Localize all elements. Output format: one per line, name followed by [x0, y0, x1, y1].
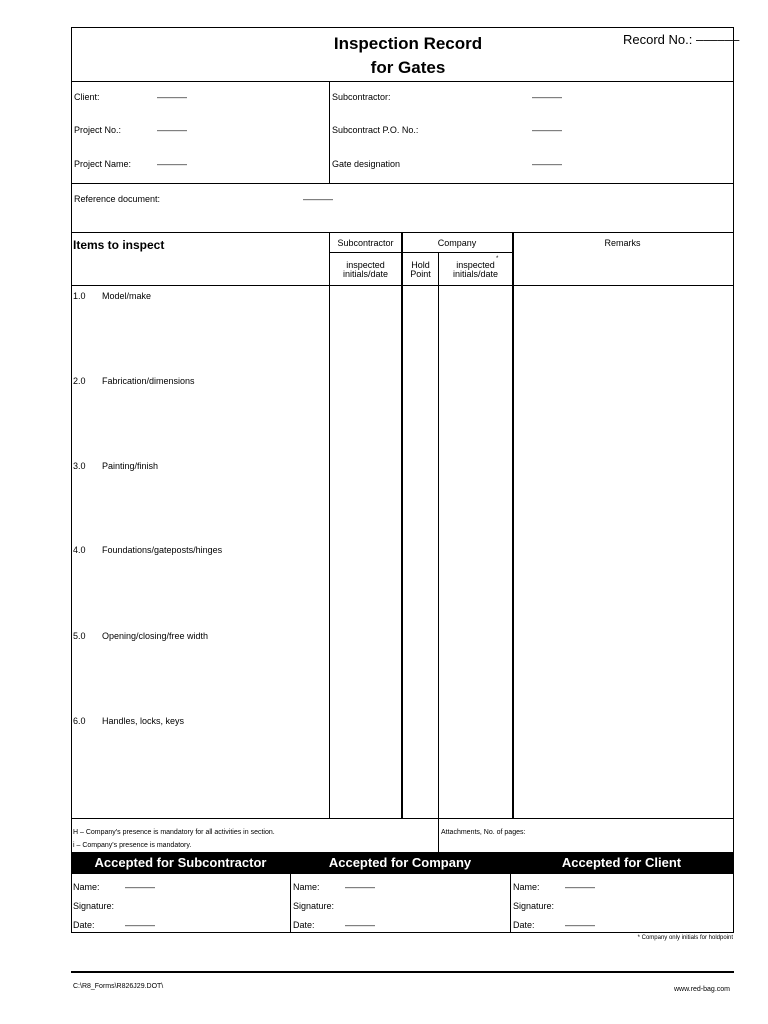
- items-to-inspect-heading: Items to inspect: [73, 238, 165, 252]
- company-name-value[interactable]: ––––––: [345, 882, 376, 892]
- subcontract-po-label: Subcontract P.O. No.:: [332, 125, 419, 135]
- item-label: Foundations/gateposts/hinges: [102, 545, 223, 555]
- item-label: Painting/finish: [102, 461, 159, 471]
- sub-signature-label: Signature:: [73, 901, 115, 911]
- hold-point-line2: Point: [410, 269, 431, 279]
- holdpoint-footnote: * Company only initials for holdpoint: [637, 935, 733, 941]
- item-number: 1.0: [73, 291, 86, 301]
- item-number: 5.0: [73, 631, 86, 641]
- client-label: Client:: [74, 92, 100, 102]
- project-no-value[interactable]: ––––––: [157, 125, 188, 135]
- table-subheader-line: [329, 252, 512, 253]
- gate-designation-value[interactable]: ––––––: [532, 159, 563, 169]
- subcontractor-value[interactable]: ––––––: [532, 92, 563, 102]
- record-number: Record No.: ––––––: [623, 32, 740, 47]
- footer-rule: [71, 971, 734, 973]
- comp-inspected-asterisk: *: [496, 256, 499, 262]
- reference-document-label: Reference document:: [74, 194, 161, 204]
- project-no-label: Project No.:: [74, 125, 122, 135]
- client-value[interactable]: ––––––: [157, 92, 188, 102]
- info-bottom: [71, 183, 734, 184]
- project-name-label: Project Name:: [74, 159, 132, 169]
- item-label: Model/make: [102, 291, 152, 301]
- company-name-label: Name:: [293, 882, 320, 892]
- client-signature-label: Signature:: [513, 901, 555, 911]
- accepted-for-subcontractor-heading: Accepted for Subcontractor: [94, 855, 267, 870]
- item-number: 3.0: [73, 461, 86, 471]
- attachments-label: Attachments, No. of pages:: [441, 829, 526, 836]
- client-name-label: Name:: [513, 882, 540, 892]
- file-path: C:\R8_Forms\R826J29.DOT\: [73, 983, 164, 990]
- item-number: 2.0: [73, 376, 86, 386]
- subcontract-po-value[interactable]: ––––––: [532, 125, 563, 135]
- website: www.red-bag.com: [673, 986, 730, 993]
- sub-date-label: Date:: [73, 920, 95, 930]
- sub-inspected-line2: initials/date: [342, 269, 389, 279]
- note-i-company-presence: i – Company's presence is mandatory.: [73, 842, 192, 849]
- sub-date-value[interactable]: ––––––: [125, 920, 156, 930]
- client-name-value[interactable]: ––––––: [565, 882, 596, 892]
- company-signature-label: Signature:: [293, 901, 335, 911]
- form-title-line2: for Gates: [370, 58, 446, 77]
- col-line-hold-left: [401, 232, 403, 819]
- frame-left: [71, 27, 72, 933]
- company-column-heading: Company: [437, 238, 477, 248]
- item-label: Opening/closing/free width: [102, 631, 209, 641]
- acceptance-heading-band: [71, 852, 733, 874]
- form-title-line1: Inspection Record: [333, 34, 483, 53]
- sub-name-label: Name:: [73, 882, 100, 892]
- reference-document-value[interactable]: ––––––: [303, 194, 334, 204]
- gate-designation-label: Gate designation: [332, 159, 401, 169]
- project-name-value[interactable]: ––––––: [157, 159, 188, 169]
- accept-col-1: [290, 874, 291, 932]
- col-line-hold-right: [438, 252, 439, 852]
- client-date-value[interactable]: ––––––: [565, 920, 596, 930]
- item-number: 4.0: [73, 545, 86, 555]
- col-line-sub: [329, 232, 330, 819]
- info-divider: [329, 81, 330, 183]
- col-line-remarks: [512, 232, 514, 819]
- sub-name-value[interactable]: ––––––: [125, 882, 156, 892]
- item-label: Handles, locks, keys: [102, 716, 185, 726]
- frame-bottom: [71, 932, 734, 933]
- subcontractor-column-heading: Subcontractor: [337, 238, 394, 248]
- header-divider: [71, 81, 734, 82]
- accept-col-2: [510, 874, 511, 932]
- note-h-company-presence: H – Company's presence is mandatory for all activities in section.: [73, 829, 275, 836]
- company-date-value[interactable]: ––––––: [345, 920, 376, 930]
- item-number: 6.0: [73, 716, 86, 726]
- comp-inspected-line2: initials/date: [452, 269, 499, 279]
- company-date-label: Date:: [293, 920, 315, 930]
- accepted-for-company-heading: Accepted for Company: [328, 855, 472, 870]
- accepted-for-client-heading: Accepted for Client: [561, 855, 682, 870]
- frame-top: [71, 27, 734, 28]
- comp-inspected-line1: inspected: [456, 260, 495, 270]
- table-bottom: [71, 818, 734, 819]
- client-date-label: Date:: [513, 920, 535, 930]
- hold-point-line1: Hold: [411, 260, 430, 270]
- remarks-column-heading: Remarks: [604, 238, 641, 248]
- sub-inspected-line1: inspected: [346, 260, 385, 270]
- frame-right: [733, 27, 734, 933]
- subcontractor-label: Subcontractor:: [332, 92, 391, 102]
- item-label: Fabrication/dimensions: [102, 376, 195, 386]
